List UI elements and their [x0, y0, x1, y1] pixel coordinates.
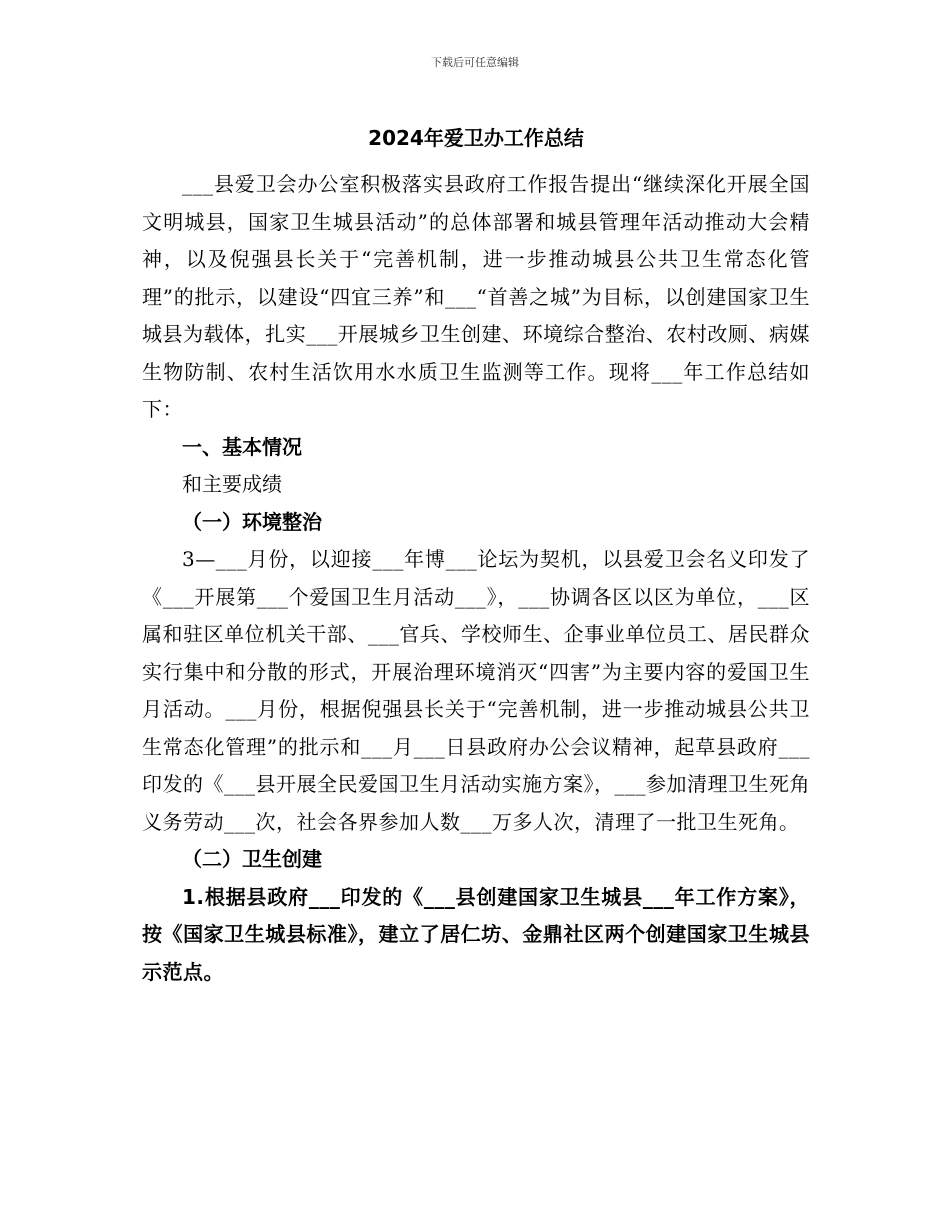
page-header-note: 下载后可任意编辑	[431, 56, 519, 69]
subsection-heading-environment: （一）环境整治	[182, 509, 322, 534]
section-heading-basic: 一、基本情况	[182, 434, 302, 459]
intro-paragraph: ___县爱卫会办公室积极落实县政府工作报告提出“继续深化开展全国文明城县，国家卫生城县活动”的总体部署和城县管理年活动推动大会精神，以及倪强县长关于“完善机制，进一步推动城县公共卫生常态化管理”的批示，以建设“四宜三养”和___“首善之城”为目标，以创建国家卫生城县为载体，扎实___开展城乡卫生创建、环境综合整治、农村改厕、病媒生物防制、农村生活饮用水水质卫生监测等工作。现将___年工作总结如下：	[142, 172, 810, 421]
creation-paragraph: 1.根据县政府___印发的《___县创建国家卫生城县___年工作方案》，按《国家卫生城县标准》，建立了居仁坊、金鼎社区两个创建国家卫生城县示范点。	[142, 884, 810, 984]
environment-paragraph: 3—___月份，以迎接___年博___论坛为契机，以县爱卫会名义印发了《___开展第___个爱国卫生月活动___》，___协调各区以区为单位，___区属和驻区单位机关干部、___官兵、学校师生、企事业单位员工、居民群众实行集中和分散的形式，开展治理环境消灭“四害”为主要内容的爱国卫生月活动。___月份，根据倪强县长关于“完善机制，进一步推动城县公共卫生常态化管理”的批示和___月___日县政府办公会议精神，起草县政府___印发的《___县开展全民爱国卫生月活动实施方案》，___参加清理卫生死角义务劳动___次，社会各界参加人数___万多人次，清理了一批卫生死角。	[142, 547, 810, 834]
document-title: 2024年爱卫办工作总结	[368, 126, 584, 150]
section-subline: 和主要成绩	[182, 472, 282, 496]
subsection-heading-creation: （二）卫生创建	[182, 847, 322, 871]
document-body	[142, 118, 810, 991]
